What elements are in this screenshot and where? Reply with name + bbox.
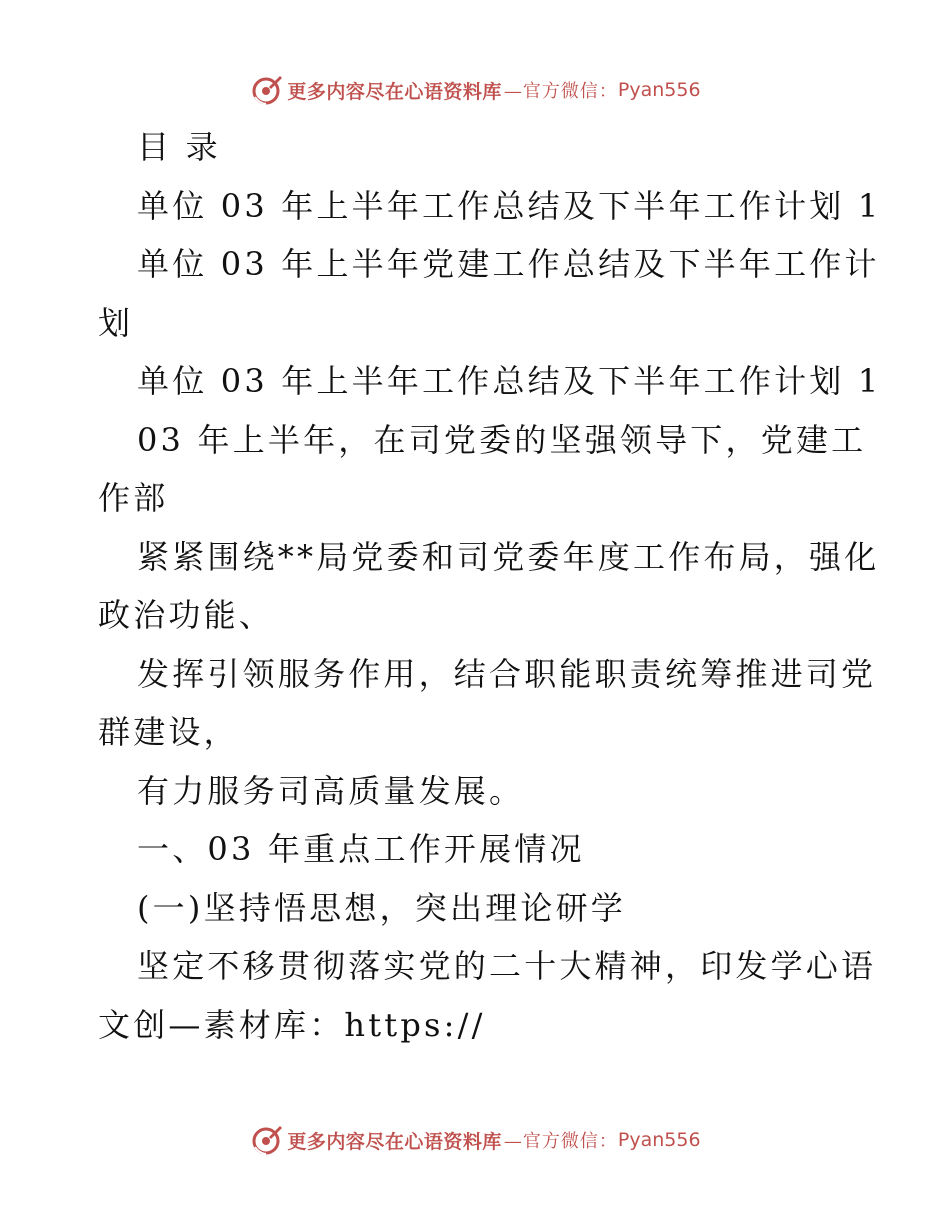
footer-promo-text: 更多内容尽在心语资料库 (287, 1130, 502, 1153)
footer-official-label: —官方微信： (503, 1131, 618, 1152)
paragraph-line: 03 年上半年，在司党委的坚强领导下，党建工 (137, 420, 867, 459)
header-watermark (0, 70, 950, 110)
paragraph-line: 发挥引领服务作用，结合职能职责统筹推进司党 (137, 654, 877, 693)
header-wechat-handle: Pyan556 (617, 79, 701, 101)
toc-entry: 单位 03 年上半年党建工作总结及下半年工作计 (137, 245, 880, 283)
footer-wechat-handle: Pyan556 (617, 1129, 701, 1151)
subsection-heading: (一)坚持悟思想，突出理论研学 (137, 888, 626, 927)
paragraph-line: 坚定不移贯彻落实党的二十大精神，印发学心语 (137, 947, 877, 985)
toc-entry: 单位 03 年上半年工作总结及下半年工作计划 1 (137, 186, 882, 225)
paragraph-line: 政治功能、 (98, 596, 275, 634)
toc-entry-continuation: 划 (98, 303, 134, 342)
header-official-label: —官方微信： (503, 81, 618, 102)
pen-circle-icon (249, 73, 283, 107)
paragraph-line: 作部 (98, 479, 169, 517)
paragraph-line: 群建设， (98, 713, 239, 751)
pen-circle-icon (249, 1123, 283, 1157)
paragraph-line: 有力服务司高质量发展。 (137, 771, 525, 810)
toc-title: 目 录 (137, 128, 221, 166)
subsection-heading: 一、03 年重点工作开展情况 (137, 830, 585, 868)
section-heading: 单位 03 年上半年工作总结及下半年工作计划 1 (137, 362, 882, 400)
document-body (98, 118, 882, 1054)
header-promo-text: 更多内容尽在心语资料库 (287, 80, 502, 103)
footer-watermark (0, 1120, 950, 1160)
paragraph-line: 紧紧围绕**局党委和司党委年度工作布局，强化 (137, 537, 880, 576)
paragraph-line: 文创—素材库：https:// (98, 1005, 486, 1044)
